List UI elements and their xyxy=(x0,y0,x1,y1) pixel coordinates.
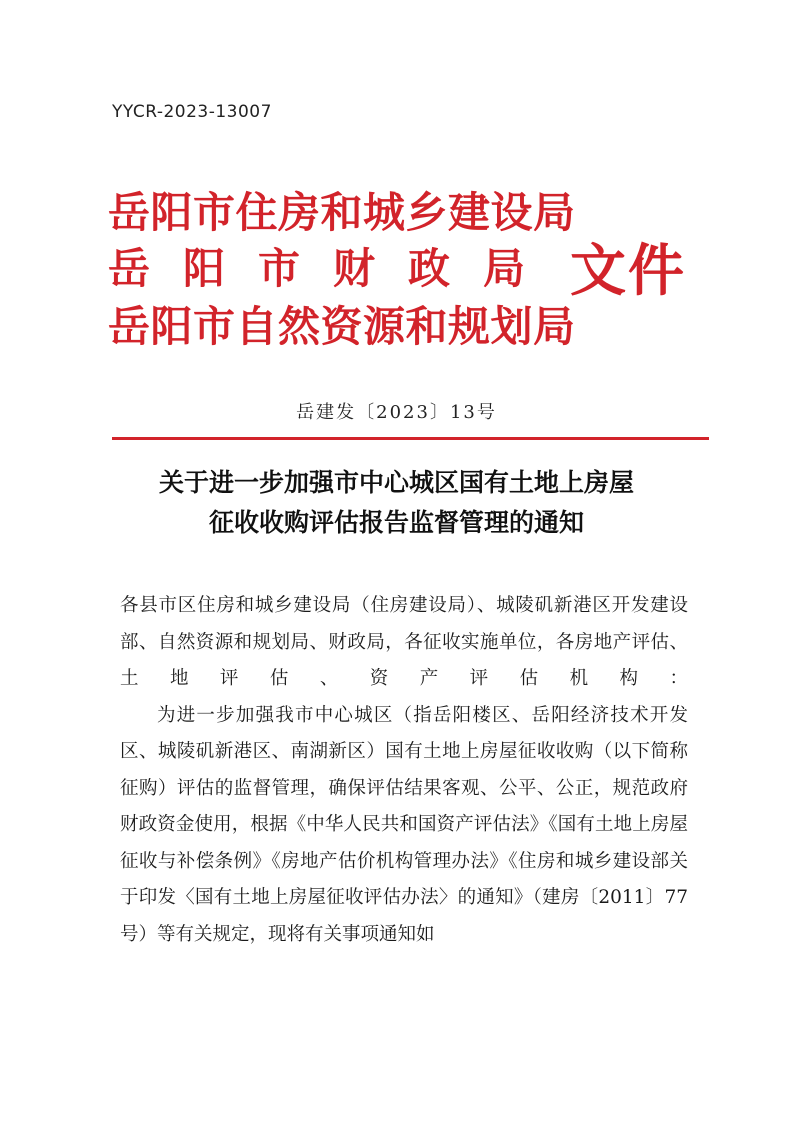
document-code: YYCR-2023-13007 xyxy=(112,102,272,122)
title-line-2: 征收收购评估报告监督管理的通知 xyxy=(208,508,584,537)
title-line-1: 关于进一步加强市中心城区国有土地上房屋 xyxy=(158,468,634,497)
document-suffix: 文件 xyxy=(570,239,686,304)
issuer-housing-bureau: 岳阳市住房和城乡建设局 xyxy=(108,188,576,237)
issuer-natural-resources-bureau: 岳阳市自然资源和规划局 xyxy=(108,302,576,351)
document-title xyxy=(0,463,793,543)
body-paragraph-1: 为进一步加强我市中心城区（指岳阳楼区、岳阳经济技术开发区、城陵矶新港区、南湖新区）国有土地上房屋征收收购（以下简称征购）评估的监督管理，确保评估结果客观、公平、公正，规范政府财政资金使用，根据《中华人民共和国资产评估法》《国有土地上房屋征收与补偿条例》《房地产估价机构管理办法》《住房和城乡建设部关于印发〈国有土地上房屋征收评估办法〉的通知》（建房〔2011〕77号）等有关规定，现将有关事项通知如 xyxy=(120,704,688,945)
issuing-authorities-header xyxy=(108,186,708,376)
recipients-paragraph: 各县市区住房和城乡建设局（住房建设局）、城陵矶新港区开发建设部、自然资源和规划局、财政局，各征收实施单位，各房地产评估、土地评估、资产评估机构： xyxy=(120,595,688,689)
red-divider-line xyxy=(112,437,709,440)
issuer-finance-bureau: 岳阳市财政局 xyxy=(108,244,559,293)
document-body xyxy=(120,588,688,953)
document-number: 岳建发〔2023〕13号 xyxy=(296,402,497,423)
